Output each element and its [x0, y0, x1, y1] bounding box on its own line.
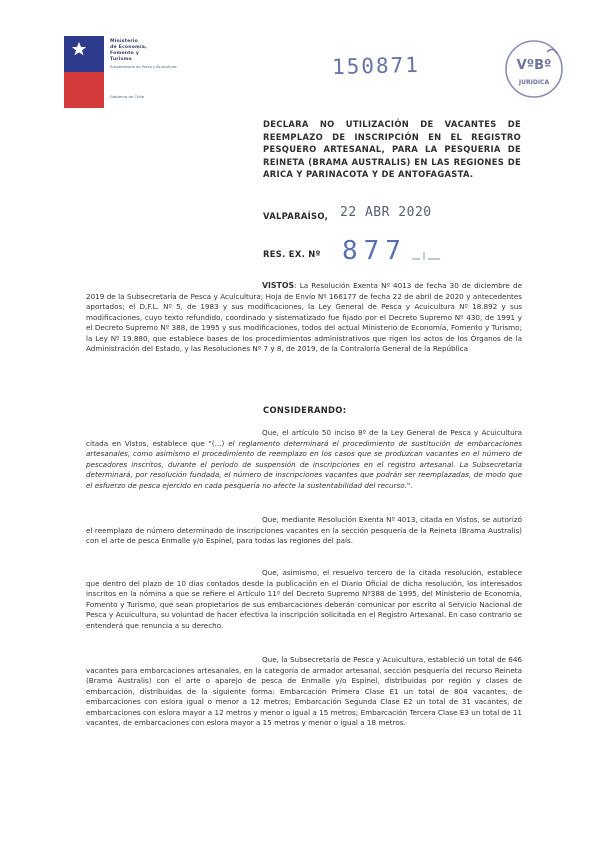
logo-text — [110, 39, 180, 70]
considerando-heading: CONSIDERANDO: — [263, 405, 347, 415]
registry-stamp-number: 150871 — [331, 52, 421, 80]
vistos-paragraph — [86, 281, 522, 355]
resolution-date: 22 ABR 2020 — [340, 205, 432, 220]
logo-blue-field — [64, 36, 104, 72]
vobo-main-text: VºBº — [516, 58, 552, 73]
ministry-name-line-2: de Economía, — [110, 45, 148, 50]
res-ex-label: RES. EX. Nº — [263, 249, 321, 259]
p1-start: Que, el artículo 50 inciso 8º de la Ley General de Pesca y Acuicultura citada en Vistos, establece que "(...) — [86, 428, 522, 448]
considerando-paragraph-3 — [86, 568, 522, 631]
p3-text: Que, asimismo, el resuelvo tercero de la citada resolución, establece que dentro del plazo de 10 días contados desde la publicación en el Diario Oficial de dicha resolución, los interesados inscritos en la nómina a que se refiere el Artículo 11º del Decreto Supremo Nº388 de 1995, del Ministerio de Economía, Fomento y Turismo, que sean propietarios de sus embarcaciones deberán comunicar por escrito al Servicio Nacional de Pesca y Acuicultura, su voluntad de hacer efectiva la inscripción solicitada en el Registro Artesanal. En caso contrario se entenderá que renuncia a su derecho. — [86, 568, 522, 630]
vobo-sub-text: JURIDICA — [518, 79, 550, 86]
considerando-paragraph-1 — [86, 428, 522, 491]
p2-text: Que, mediante Resolución Exenta Nº 4013, citada en Vistos, se autorizó el reemplazo de número determinado de inscripciones vacantes en la sección pesquería de la Reineta (Brama Australis) con el arte de pesca Enmalle y/o Espinel, para todas las regiones del país. — [86, 515, 522, 545]
considerando-paragraph-4 — [86, 655, 522, 729]
p1-end: ". — [406, 480, 413, 490]
vistos-label: VISTOS — [262, 281, 295, 290]
vobo-juridica-stamp — [503, 38, 565, 100]
ministry-name-line-1: Ministerio — [110, 39, 139, 44]
ministry-name-line-4: Turismo — [110, 57, 132, 62]
resolution-number: 877 — [342, 236, 407, 266]
considerando-paragraph-2 — [86, 515, 522, 547]
ministry-name-line-3: Fomento y — [110, 51, 140, 56]
p1-quote: el reglamento determinará el procedimiento de sustitución de embarcaciones artesanales, como asimismo el procedimiento de reemplazo en los casos que se produzcan vacantes en el número de pescadores inscritos, durante el período de suspensión de inscripciones en el registro artesanal. La Subsecretaría determinará, por resolución fundada, el número de inscripciones vacantes que podrán ser reemplazadas, de modo que el esfuerzo de pesca ejercido en cada pesquería no afecte la sustentabilidad del recurso. — [86, 438, 522, 490]
resolution-title: DECLARA NO UTILIZACIÓN DE VACANTES DE REEMPLAZO DE INSCRIPCIÓN EN EL REGISTRO PESQUERO ARTESANAL, PARA LA PESQUERIA DE REINETA (BRAMA AUSTRALIS) EN LAS REGIONES DE ARICA Y PARINACOTA Y DE ANTOFAGASTA. — [263, 119, 521, 180]
handwritten-mark — [410, 248, 442, 262]
star-icon — [70, 41, 88, 57]
vistos-text: : La Resolución Exenta Nº 4013 de fecha 30 de diciembre de 2019 de la Subsecretaría de Pesca y Acuicultura; Hoja de Envío Nº 166177 de fecha 22 de abril de 2020 y antecedentes aportados; el D.F.L. Nº 5, de 1983 y sus modificaciones, la Ley General de Pesca y Acuicultura Nº 18.892 y sus modificaciones, cuyo texto refundido, coordinado y sistematizado fue fijado por el Decreto Supremo Nº 430, de 1991 y el Decreto Supremo Nº 388, de 1995 y sus modificaciones, todos del actual Ministerio de Economía, Fomento y Turismo; la Ley Nº 19.880, que establece bases de los procedimientos administrativos que rigen los actos de los Órganos de la Administración del Estado, y las Resoluciones Nº 7 y 8, de 2019, de la Contraloría General de la República — [86, 281, 522, 353]
city-label: VALPARAÍSO, — [263, 211, 329, 221]
government-logo — [64, 36, 104, 108]
subsecretaria-name: Subsecretaría de Pesca y Acuicultura — [110, 65, 177, 69]
logo-red-field — [64, 72, 104, 108]
p4-text: Que, la Subsecretaría de Pesca y Acuicultura, estableció un total de 646 vacantes para embarcaciones artesanales, en la categoría de armador artesanal, sección pesquería del recurso Reineta (Brama Australis) con el arte o aparejo de pesca de Enmalle y/o Espinel, distribuidas por región y clases de embarcación, distribuidas de la siguiente forma: Embarcación Primera Clase E1 un total de 804 vacantes, de embarcaciones con eslora igual o menor a 12 metros; Embarcación Segunda Clase E2 un total de 31 vacantes, de embarcaciones con eslora mayor a 12 metros y menor o igual a 15 metros; Embarcación Tercera Clase E3 un total de 11 vacantes, de embarcaciones con eslora mayor a 15 metros y menor o igual a 18 metros. — [86, 655, 522, 727]
gobierno-label: Gobierno de Chile — [110, 94, 144, 99]
